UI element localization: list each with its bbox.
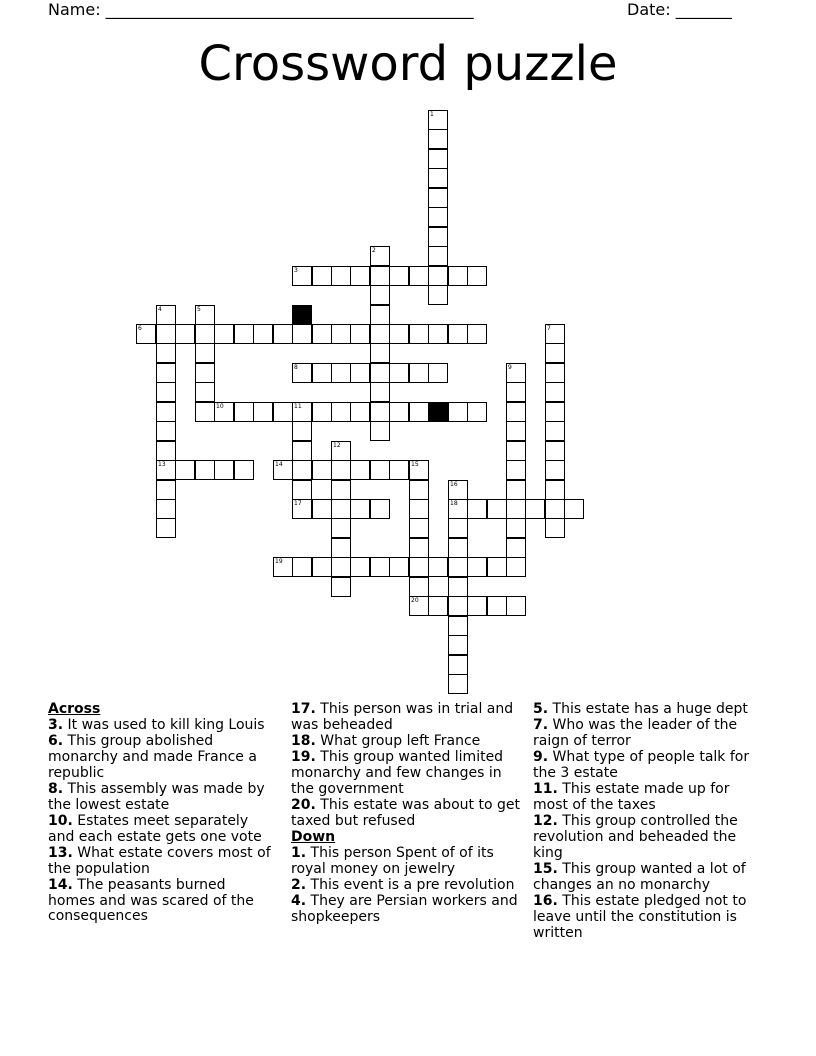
grid-cell[interactable]: [370, 557, 390, 577]
clue-across-6: [48, 734, 276, 781]
clue-text: This group abolished monarchy and made France a republic: [48, 732, 257, 781]
grid-cell[interactable]: [195, 324, 215, 344]
grid-cell[interactable]: [409, 499, 429, 519]
grid-cell[interactable]: [428, 557, 448, 577]
grid-cell[interactable]: [292, 499, 312, 519]
grid-cell[interactable]: [292, 421, 312, 441]
grid-cell[interactable]: [409, 363, 429, 383]
grid-cell[interactable]: [428, 168, 448, 188]
cell-number: 3: [294, 267, 298, 274]
across-heading: Across: [48, 701, 101, 717]
clue-text: What type of people talk for the 3 estate: [533, 749, 750, 781]
grid-cell[interactable]: [273, 460, 293, 480]
cell-number: 18: [450, 500, 458, 507]
grid-cell[interactable]: [195, 343, 215, 363]
grid-cell[interactable]: [448, 674, 468, 694]
grid-cell[interactable]: [312, 460, 332, 480]
grid-cell[interactable]: [428, 227, 448, 247]
grid-cell[interactable]: [389, 460, 409, 480]
grid-cell[interactable]: [331, 460, 351, 480]
grid-cell[interactable]: [370, 499, 390, 519]
grid-cell[interactable]: [312, 402, 332, 422]
clue-across-10: [48, 814, 276, 846]
grid-cell[interactable]: [273, 324, 293, 344]
grid-cell[interactable]: [467, 324, 487, 344]
grid-cell[interactable]: [175, 460, 195, 480]
grid-cell[interactable]: [156, 421, 176, 441]
grid-cell[interactable]: [350, 324, 370, 344]
grid-cell[interactable]: [156, 518, 176, 538]
grid-cell[interactable]: [487, 596, 507, 616]
grid-cell[interactable]: [195, 305, 215, 325]
clue-number: 8.: [48, 780, 64, 797]
grid-cell[interactable]: [428, 188, 448, 208]
grid-cell[interactable]: [506, 480, 526, 500]
name-field-label: Name: ______________________________________________: [48, 0, 474, 19]
clue-text: They are Persian workers and shopkeepers: [291, 892, 518, 925]
grid-cell[interactable]: [350, 460, 370, 480]
clue-down-11: [533, 782, 763, 814]
clue-number: 14.: [48, 876, 73, 893]
clue-down-5: [533, 702, 763, 718]
clue-text: The peasants burned homes and was scared of the consequences: [48, 876, 254, 925]
grid-cell[interactable]: [156, 441, 176, 461]
clue-text: This estate pledged not to leave until the constitution is written: [533, 892, 747, 941]
grid-cell[interactable]: [312, 363, 332, 383]
clue-text: It was used to kill king Louis: [67, 716, 265, 733]
cell-number: 4: [158, 306, 162, 313]
grid-cell[interactable]: [545, 460, 565, 480]
grid-cell[interactable]: [545, 499, 565, 519]
grid-cell[interactable]: [487, 499, 507, 519]
clue-text: Who was the leader of the raign of terror: [533, 717, 738, 749]
grid-cell[interactable]: [545, 402, 565, 422]
grid-cell[interactable]: [506, 402, 526, 422]
clue-text: This estate made up for most of the taxes: [533, 781, 730, 813]
clue-number: 16.: [533, 892, 558, 909]
grid-cell[interactable]: [331, 577, 351, 597]
cell-number: 1: [430, 111, 434, 118]
grid-cell[interactable]: [350, 402, 370, 422]
clue-down-15: [533, 862, 763, 894]
grid-cell[interactable]: [312, 499, 332, 519]
grid-cell[interactable]: [409, 480, 429, 500]
grid-cell[interactable]: [467, 557, 487, 577]
clue-text: What estate covers most of the population: [48, 844, 271, 877]
grid-cell[interactable]: [195, 363, 215, 383]
clue-number: 20.: [291, 796, 316, 813]
grid-cell[interactable]: [467, 499, 487, 519]
grid-cell[interactable]: [234, 324, 254, 344]
clue-across-19: [291, 750, 521, 797]
cell-number: 14: [275, 461, 283, 468]
clues-column-3: [533, 702, 763, 942]
grid-cell[interactable]: [156, 460, 176, 480]
clue-down-2: [291, 878, 521, 894]
grid-cell[interactable]: [292, 363, 312, 383]
grid-cell[interactable]: [370, 285, 390, 305]
grid-cell[interactable]: [370, 246, 390, 266]
clue-text: This assembly was made by the lowest estate: [48, 780, 265, 813]
grid-cell[interactable]: [370, 363, 390, 383]
clue-number: 19.: [291, 749, 316, 766]
black-square: [292, 305, 312, 325]
clue-number: 5.: [533, 701, 549, 717]
grid-cell[interactable]: [156, 480, 176, 500]
clue-down-4: [291, 894, 521, 926]
cell-number: 7: [547, 325, 551, 332]
grid-cell[interactable]: [214, 402, 234, 422]
grid-cell[interactable]: [428, 149, 448, 169]
grid-cell[interactable]: [506, 499, 526, 519]
grid-cell[interactable]: [350, 363, 370, 383]
cell-number: 5: [197, 306, 201, 313]
grid-cell[interactable]: [331, 402, 351, 422]
grid-cell[interactable]: [214, 324, 234, 344]
grid-cell[interactable]: [506, 538, 526, 558]
grid-cell[interactable]: [292, 441, 312, 461]
clue-number: 11.: [533, 781, 558, 798]
grid-cell[interactable]: [448, 655, 468, 675]
grid-cell[interactable]: [214, 460, 234, 480]
grid-cell[interactable]: [409, 266, 429, 286]
grid-cell[interactable]: [292, 480, 312, 500]
cell-number: 12: [333, 442, 341, 449]
grid-cell[interactable]: [448, 577, 468, 597]
grid-cell[interactable]: [428, 363, 448, 383]
grid-cell[interactable]: [506, 363, 526, 383]
clue-down-7: [533, 718, 763, 750]
clue-text: This person Spent of of its royal money on jewelry: [291, 844, 494, 877]
clue-number: 9.: [533, 749, 549, 766]
clue-text: This estate was about to get taxed but refused: [291, 796, 520, 829]
grid-cell[interactable]: [409, 538, 429, 558]
grid-cell[interactable]: [448, 616, 468, 636]
grid-cell[interactable]: [331, 538, 351, 558]
grid-cell[interactable]: [389, 557, 409, 577]
clue-number: 6.: [48, 732, 64, 749]
grid-cell[interactable]: [156, 305, 176, 325]
grid-cell[interactable]: [448, 499, 468, 519]
grid-cell[interactable]: [545, 363, 565, 383]
clue-number: 7.: [533, 717, 549, 734]
clue-number: 10.: [48, 812, 73, 829]
clue-across-18: [291, 734, 521, 750]
grid-cell[interactable]: [448, 635, 468, 655]
grid-cell[interactable]: [389, 402, 409, 422]
clue-number: 12.: [533, 813, 558, 830]
clue-text: This group wanted limited monarchy and few changes in the government: [291, 749, 504, 797]
down-heading: Down: [291, 828, 336, 845]
grid-cell[interactable]: [156, 382, 176, 402]
grid-cell[interactable]: [370, 266, 390, 286]
clue-across-17: [291, 702, 521, 734]
grid-cell[interactable]: [428, 596, 448, 616]
grid-cell[interactable]: [448, 266, 468, 286]
grid-cell[interactable]: [389, 363, 409, 383]
grid-cell[interactable]: [253, 324, 273, 344]
clue-across-14: [48, 878, 276, 925]
grid-cell[interactable]: [292, 266, 312, 286]
cell-number: 15: [411, 461, 419, 468]
grid-cell[interactable]: [156, 343, 176, 363]
grid-cell[interactable]: [389, 324, 409, 344]
cell-number: 10: [216, 403, 224, 410]
grid-cell[interactable]: [564, 499, 584, 519]
page-title: Crossword puzzle: [198, 36, 618, 92]
grid-cell[interactable]: [370, 324, 390, 344]
grid-cell[interactable]: [195, 402, 215, 422]
grid-cell[interactable]: [448, 596, 468, 616]
clue-text: This group wanted a lot of changes an no monarchy: [533, 860, 746, 893]
grid-cell[interactable]: [312, 266, 332, 286]
grid-cell[interactable]: [331, 499, 351, 519]
grid-cell[interactable]: [428, 110, 448, 130]
clue-number: 2.: [291, 876, 307, 893]
clues-column-2: [291, 702, 521, 926]
clue-number: 15.: [533, 860, 558, 877]
grid-cell[interactable]: [370, 402, 390, 422]
grid-cell[interactable]: [370, 305, 390, 325]
grid-cell[interactable]: [545, 324, 565, 344]
clue-text: This group controlled the revolution and beheaded the king: [533, 813, 738, 861]
clue-down-16: [533, 894, 763, 941]
grid-cell[interactable]: [409, 460, 429, 480]
grid-cell[interactable]: [292, 324, 312, 344]
grid-cell[interactable]: [350, 557, 370, 577]
clue-number: 18.: [291, 732, 316, 749]
grid-cell[interactable]: [292, 460, 312, 480]
grid-cell[interactable]: [370, 343, 390, 363]
grid-cell[interactable]: [370, 382, 390, 402]
grid-cell[interactable]: [409, 596, 429, 616]
cell-number: 8: [294, 364, 298, 371]
cell-number: 2: [372, 247, 376, 254]
grid-cell[interactable]: [545, 343, 565, 363]
grid-cell[interactable]: [448, 402, 468, 422]
clue-text: What group left France: [320, 732, 481, 749]
grid-cell[interactable]: [467, 266, 487, 286]
clue-across-20: [291, 798, 521, 830]
grid-cell[interactable]: [545, 441, 565, 461]
grid-cell[interactable]: [156, 499, 176, 519]
grid-cell[interactable]: [370, 460, 390, 480]
clue-text: Estates meet separately and each estate gets one vote: [48, 812, 262, 845]
grid-cell[interactable]: [467, 596, 487, 616]
grid-cell[interactable]: [409, 577, 429, 597]
grid-cell[interactable]: [525, 499, 545, 519]
cell-number: 13: [158, 461, 166, 468]
clue-down-12: [533, 814, 763, 861]
grid-cell[interactable]: [156, 402, 176, 422]
grid-cell[interactable]: [195, 460, 215, 480]
grid-cell[interactable]: [545, 421, 565, 441]
clue-across-3: [48, 718, 276, 734]
grid-cell[interactable]: [448, 538, 468, 558]
date-field-label: Date: _______: [627, 0, 732, 19]
grid-cell[interactable]: [506, 557, 526, 577]
grid-cell[interactable]: [487, 557, 507, 577]
grid-cell[interactable]: [389, 266, 409, 286]
grid-cell[interactable]: [428, 324, 448, 344]
grid-cell[interactable]: [234, 402, 254, 422]
grid-cell[interactable]: [409, 518, 429, 538]
cell-number: 20: [411, 597, 419, 604]
grid-cell[interactable]: [448, 557, 468, 577]
grid-cell[interactable]: [273, 402, 293, 422]
grid-cell[interactable]: [350, 266, 370, 286]
grid-cell[interactable]: [292, 402, 312, 422]
grid-cell[interactable]: [545, 480, 565, 500]
grid-cell[interactable]: [370, 421, 390, 441]
grid-cell[interactable]: [409, 324, 429, 344]
grid-cell[interactable]: [545, 518, 565, 538]
cell-number: 19: [275, 558, 283, 565]
grid-cell[interactable]: [273, 557, 293, 577]
grid-cell[interactable]: [448, 518, 468, 538]
grid-cell[interactable]: [195, 382, 215, 402]
cell-number: 16: [450, 481, 458, 488]
clue-number: 17.: [291, 701, 316, 717]
grid-cell[interactable]: [292, 557, 312, 577]
cell-number: 17: [294, 500, 302, 507]
grid-cell[interactable]: [312, 324, 332, 344]
grid-cell[interactable]: [331, 518, 351, 538]
clues-column-1: [48, 702, 276, 926]
clue-text: This estate has a huge dept: [552, 701, 748, 717]
grid-cell[interactable]: [467, 402, 487, 422]
grid-cell[interactable]: [136, 324, 156, 344]
grid-cell[interactable]: [331, 363, 351, 383]
grid-cell[interactable]: [409, 402, 429, 422]
clue-down-9: [533, 750, 763, 782]
cell-number: 6: [138, 325, 142, 332]
grid-cell[interactable]: [428, 285, 448, 305]
grid-cell[interactable]: [506, 460, 526, 480]
grid-cell[interactable]: [331, 480, 351, 500]
grid-cell[interactable]: [253, 402, 273, 422]
grid-cell[interactable]: [350, 499, 370, 519]
grid-cell[interactable]: [331, 324, 351, 344]
grid-cell[interactable]: [331, 266, 351, 286]
grid-cell[interactable]: [506, 518, 526, 538]
grid-cell[interactable]: [506, 596, 526, 616]
grid-cell[interactable]: [312, 557, 332, 577]
clue-text: This person was in trial and was beheaded: [291, 701, 514, 733]
grid-cell[interactable]: [234, 460, 254, 480]
grid-cell[interactable]: [428, 266, 448, 286]
grid-cell[interactable]: [409, 557, 429, 577]
grid-cell[interactable]: [506, 441, 526, 461]
grid-cell[interactable]: [175, 324, 195, 344]
clue-text: This event is a pre revolution: [310, 876, 515, 893]
grid-cell[interactable]: [331, 441, 351, 461]
grid-cell[interactable]: [428, 246, 448, 266]
cell-number: 9: [508, 364, 512, 371]
clue-down-1: [291, 846, 521, 878]
cell-number: 11: [294, 403, 302, 410]
clue-across-13: [48, 846, 276, 878]
clue-number: 4.: [291, 892, 307, 909]
grid-cell[interactable]: [331, 557, 351, 577]
grid-cell[interactable]: [448, 324, 468, 344]
grid-cell[interactable]: [506, 421, 526, 441]
grid-cell[interactable]: [156, 363, 176, 383]
grid-cell[interactable]: [428, 129, 448, 149]
clue-number: 3.: [48, 716, 64, 733]
grid-cell[interactable]: [156, 324, 176, 344]
clue-number: 1.: [291, 844, 307, 861]
grid-cell[interactable]: [428, 207, 448, 227]
grid-cell[interactable]: [545, 382, 565, 402]
grid-cell[interactable]: [506, 382, 526, 402]
clue-number: 13.: [48, 844, 73, 861]
clue-across-8: [48, 782, 276, 814]
black-square: [428, 402, 448, 422]
grid-cell[interactable]: [448, 480, 468, 500]
